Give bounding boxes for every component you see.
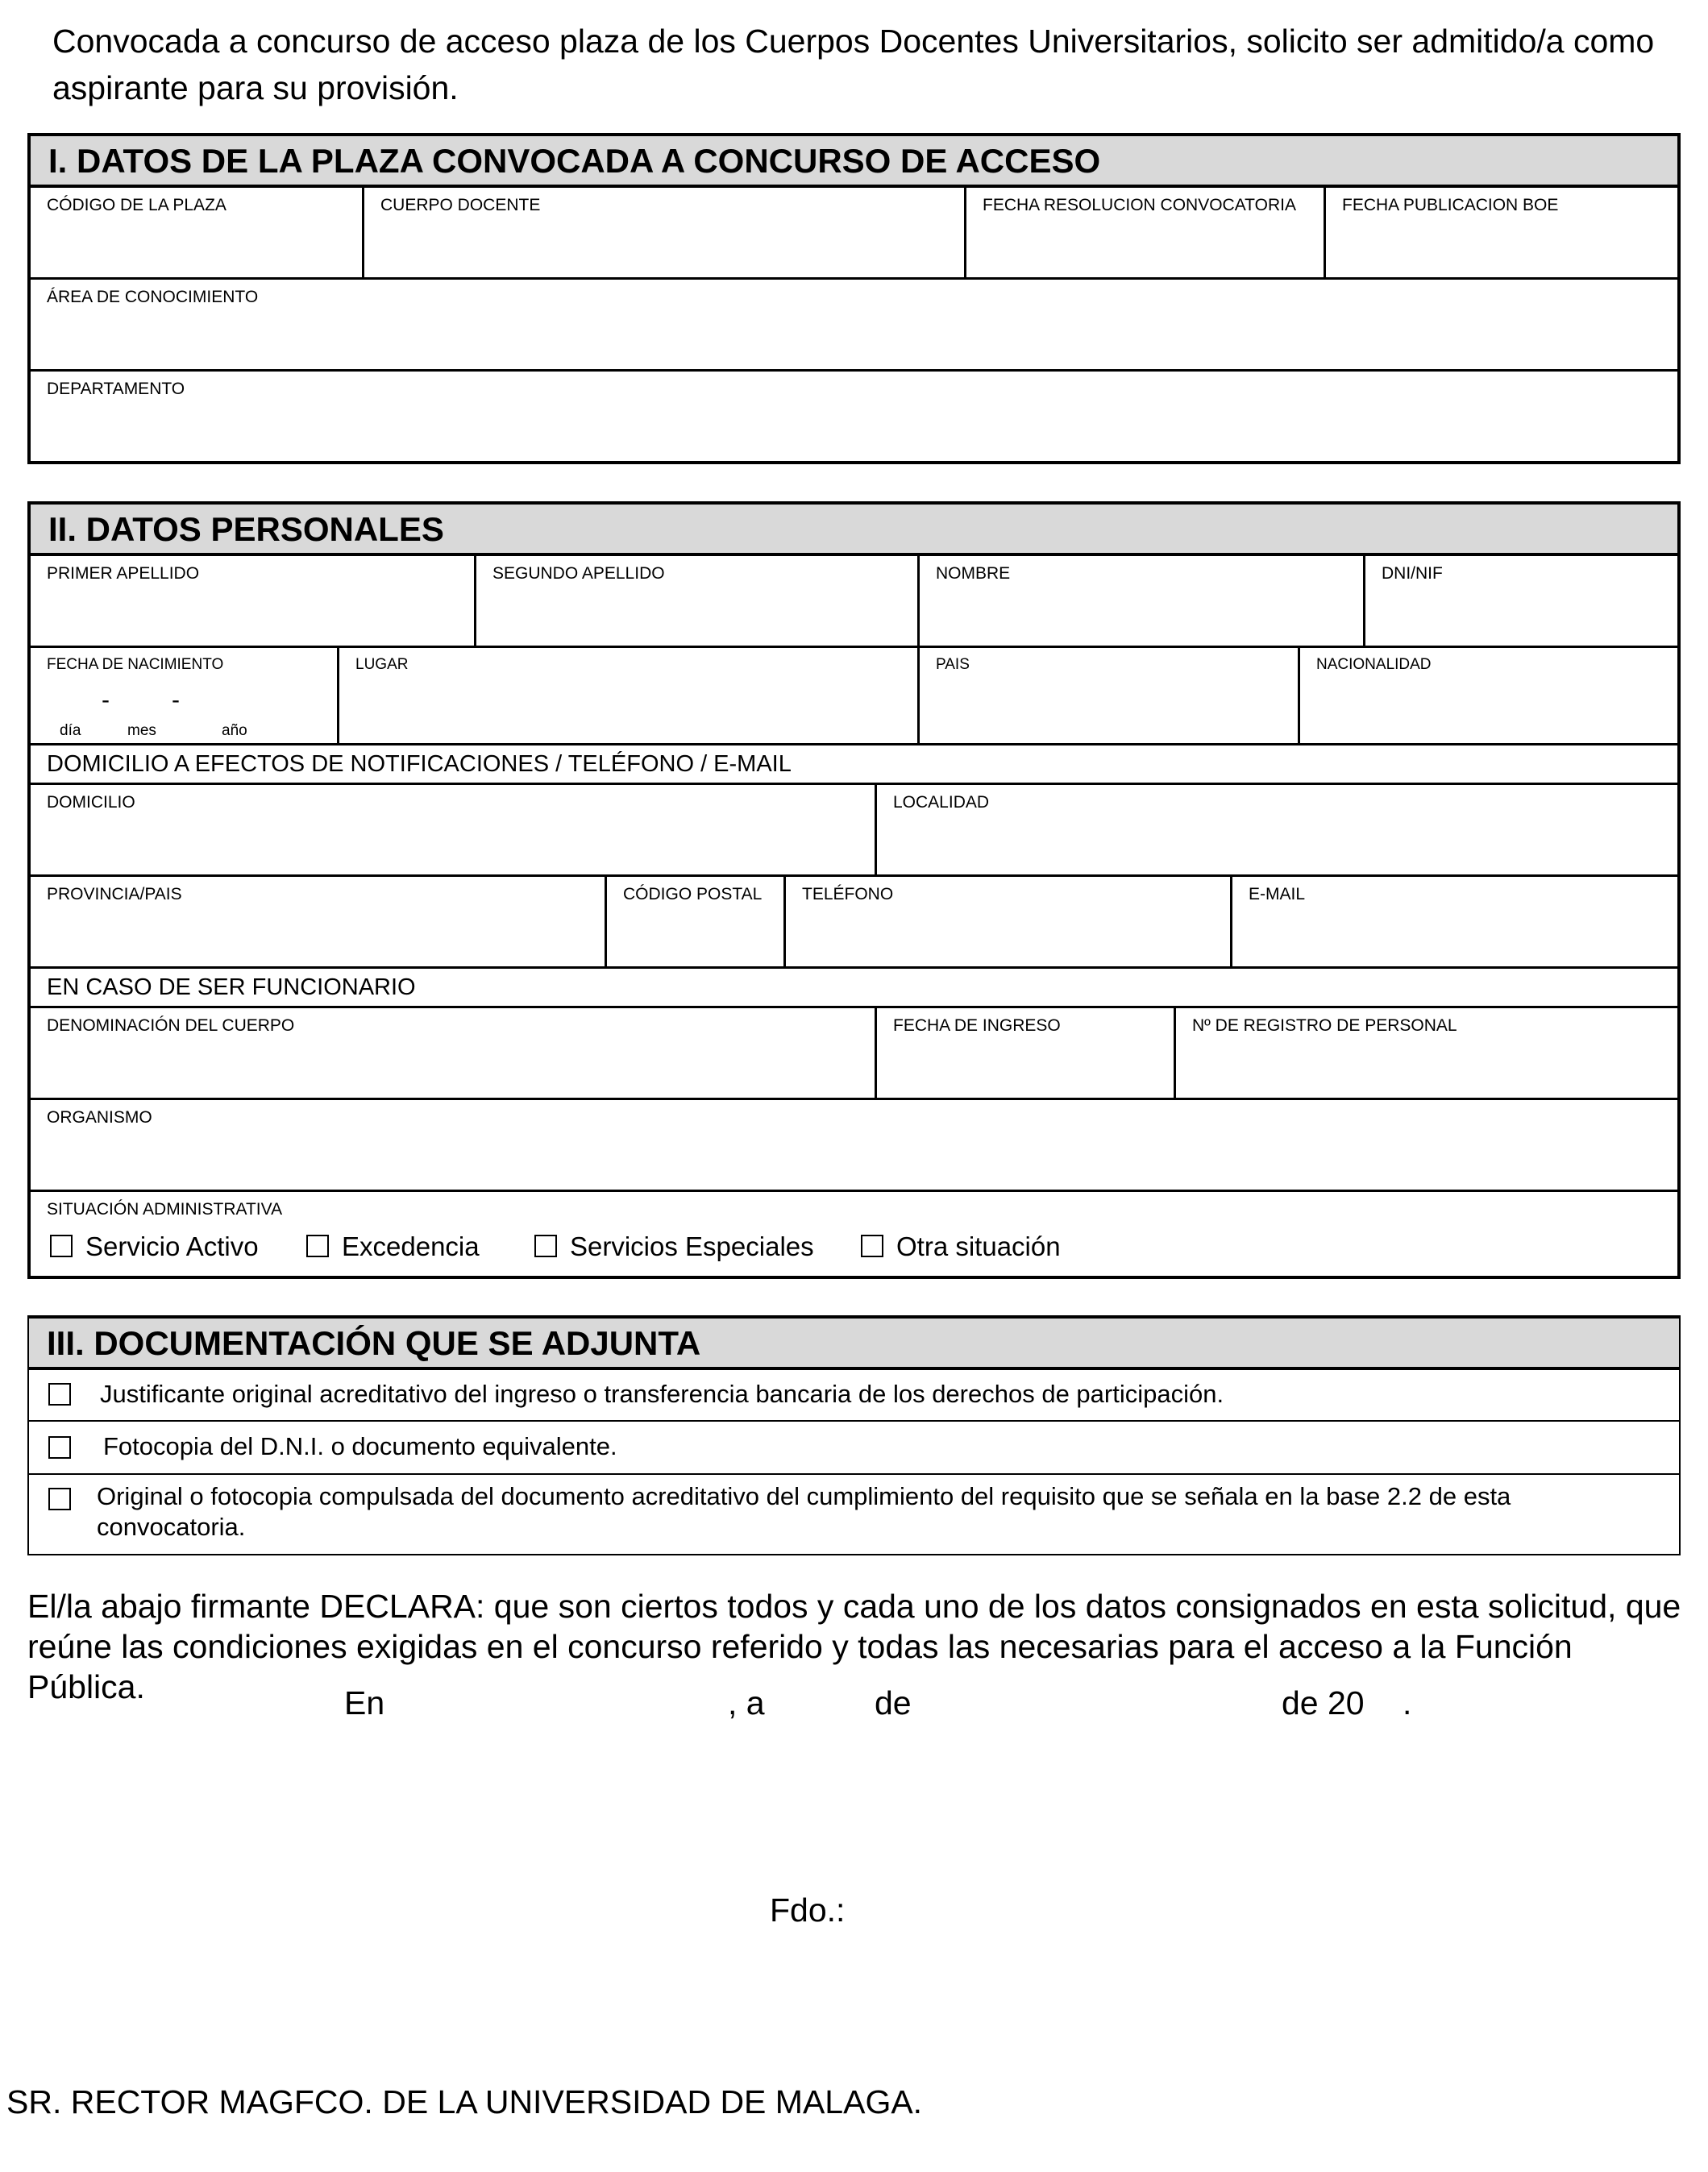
dateline-a: , a — [728, 1684, 765, 1721]
nacionalidad-field[interactable] — [1298, 648, 1677, 743]
fecha-publicacion-label: FECHA PUBLICACION BOE — [1342, 196, 1559, 214]
justificante-label: Justificante original acreditativo del ingreso o transferencia bancaria de los derechos de participación. — [100, 1380, 1224, 1408]
area-label: ÁREA DE CONOCIMIENTO — [47, 288, 259, 306]
domicilio-label: DOMICILIO — [47, 793, 135, 812]
section-personal-title: II. DATOS PERSONALES — [31, 505, 1677, 556]
domicilio-field[interactable] — [31, 785, 875, 874]
mes-label: mes — [127, 722, 156, 739]
lugar-field[interactable] — [337, 648, 917, 743]
nombre-field[interactable] — [917, 556, 1363, 646]
personal-row-5 — [31, 1008, 1677, 1100]
codigo-postal-label: CÓDIGO POSTAL — [623, 885, 763, 903]
telefono-field[interactable] — [783, 877, 1230, 966]
cuerpo-docente-field[interactable] — [362, 188, 964, 277]
situacion-label: SITUACIÓN ADMINISTRATIVA — [47, 1200, 283, 1219]
codigo-postal-field[interactable] — [605, 877, 783, 966]
excedencia-label: Excedencia — [342, 1231, 480, 1261]
denominacion-field[interactable] — [31, 1008, 875, 1098]
requisito-label: Original o fotocopia compulsada del documento acreditativo del cumplimiento del requisito que se señala en la base 2.2 de esta convocatoria. — [97, 1482, 1511, 1541]
lugar-label: LUGAR — [355, 656, 409, 673]
excedencia-option[interactable] — [306, 1231, 480, 1262]
denominacion-label: DENOMINACIÓN DEL CUERPO — [47, 1016, 295, 1035]
segundo-apellido-label: SEGUNDO APELLIDO — [492, 564, 665, 583]
signature-label: Fdo.: — [770, 1892, 846, 1929]
requisito-checkbox[interactable] — [48, 1488, 71, 1510]
funcionario-header: EN CASO DE SER FUNCIONARIO — [47, 974, 416, 1000]
dni-checkbox[interactable] — [48, 1436, 71, 1459]
departamento-field[interactable] — [31, 372, 1677, 461]
fecha-nacimiento-label: FECHA DE NACIMIENTO — [47, 656, 224, 673]
localidad-label: LOCALIDAD — [893, 793, 990, 812]
section-plaza-title: I. DATOS DE LA PLAZA CONVOCADA A CONCURSO DE ACCESO — [31, 136, 1677, 188]
section-plaza — [27, 133, 1681, 464]
servicio-activo-checkbox[interactable] — [50, 1235, 73, 1257]
primer-apellido-field[interactable] — [31, 556, 474, 646]
dateline-de20: de 20 — [1282, 1684, 1365, 1721]
declaration-text: El/la abajo firmante DECLARA: que son ciertos todos y cada uno de los datos consignados en esta solicitud, que reúne las condiciones exigidas en el concurso referido y todas las necesarias para el acceso a la Función Pública. — [27, 1588, 1681, 1705]
funcionario-subheader — [31, 969, 1677, 1008]
fecha-resolucion-field[interactable] — [964, 188, 1324, 277]
doc-item-dni[interactable] — [29, 1422, 1679, 1475]
nacionalidad-label: NACIONALIDAD — [1316, 656, 1432, 673]
codigo-plaza-field[interactable] — [31, 188, 362, 277]
doc-item-requisito[interactable] — [29, 1475, 1679, 1554]
servicios-especiales-option[interactable] — [534, 1231, 814, 1262]
personal-row-4 — [31, 877, 1677, 969]
departamento-label: DEPARTAMENTO — [47, 380, 185, 398]
section-documentacion-title: III. DOCUMENTACIÓN QUE SE ADJUNTA — [29, 1319, 1679, 1370]
dni-label: DNI/NIF — [1382, 564, 1443, 583]
registro-field[interactable] — [1174, 1008, 1677, 1098]
justificante-checkbox[interactable] — [48, 1383, 71, 1406]
fecha-nacimiento-field[interactable] — [31, 648, 337, 743]
dia-label: día — [60, 722, 81, 739]
servicio-activo-label: Servicio Activo — [85, 1231, 259, 1261]
section-documentacion — [27, 1315, 1681, 1555]
email-label: E-MAIL — [1249, 885, 1306, 903]
dateline-dot: . — [1403, 1684, 1412, 1721]
cuerpo-docente-label: CUERPO DOCENTE — [380, 196, 541, 214]
personal-row-2 — [31, 648, 1677, 745]
section-personal — [27, 501, 1681, 1279]
otra-situacion-checkbox[interactable] — [861, 1235, 883, 1257]
servicios-especiales-checkbox[interactable] — [534, 1235, 557, 1257]
localidad-field[interactable] — [875, 785, 1677, 874]
domicilio-subheader — [31, 745, 1677, 785]
pais-label: PAIS — [936, 656, 970, 673]
area-field[interactable] — [31, 280, 1677, 372]
otra-situacion-option[interactable] — [861, 1231, 1061, 1262]
plaza-row-1 — [31, 188, 1677, 280]
provincia-field[interactable] — [31, 877, 605, 966]
excedencia-checkbox[interactable] — [306, 1235, 329, 1257]
anio-label: año — [222, 722, 247, 739]
date-separator-2: - — [172, 687, 180, 713]
organismo-field[interactable] — [31, 1100, 1677, 1192]
otra-situacion-label: Otra situación — [896, 1231, 1061, 1261]
registro-label: Nº DE REGISTRO DE PERSONAL — [1192, 1016, 1457, 1035]
provincia-label: PROVINCIA/PAIS — [47, 885, 182, 903]
email-field[interactable] — [1230, 877, 1677, 966]
nombre-label: NOMBRE — [936, 564, 1011, 583]
codigo-plaza-label: CÓDIGO DE LA PLAZA — [47, 196, 226, 214]
personal-row-1 — [31, 556, 1677, 648]
doc-item-justificante[interactable] — [29, 1370, 1679, 1422]
situacion-row — [31, 1192, 1677, 1276]
telefono-label: TELÉFONO — [802, 885, 894, 903]
fecha-ingreso-field[interactable] — [875, 1008, 1174, 1098]
organismo-label: ORGANISMO — [47, 1108, 152, 1127]
servicio-activo-option[interactable] — [50, 1231, 259, 1262]
domicilio-header: DOMICILIO A EFECTOS DE NOTIFICACIONES / TELÉFONO / E-MAIL — [47, 751, 792, 777]
dni-doc-label: Fotocopia del D.N.I. o documento equivalente. — [103, 1432, 617, 1460]
intro-text: Convocada a concurso de acceso plaza de los Cuerpos Docentes Universitarios, solicito ser admitido/a como aspirante para su provisión. — [52, 23, 1655, 106]
fecha-publicacion-field[interactable] — [1324, 188, 1677, 277]
dateline-en: En — [344, 1684, 385, 1721]
primer-apellido-label: PRIMER APELLIDO — [47, 564, 200, 583]
date-separator-1: - — [102, 687, 110, 713]
dateline-de: de — [875, 1684, 912, 1721]
dni-field[interactable] — [1363, 556, 1677, 646]
pais-field[interactable] — [917, 648, 1298, 743]
fecha-resolucion-label: FECHA RESOLUCION CONVOCATORIA — [983, 196, 1296, 214]
fecha-ingreso-label: FECHA DE INGRESO — [893, 1016, 1061, 1035]
servicios-especiales-label: Servicios Especiales — [570, 1231, 814, 1261]
segundo-apellido-field[interactable] — [474, 556, 917, 646]
addressee: SR. RECTOR MAGFCO. DE LA UNIVERSIDAD DE MALAGA. — [6, 2083, 923, 2120]
personal-row-3 — [31, 785, 1677, 877]
